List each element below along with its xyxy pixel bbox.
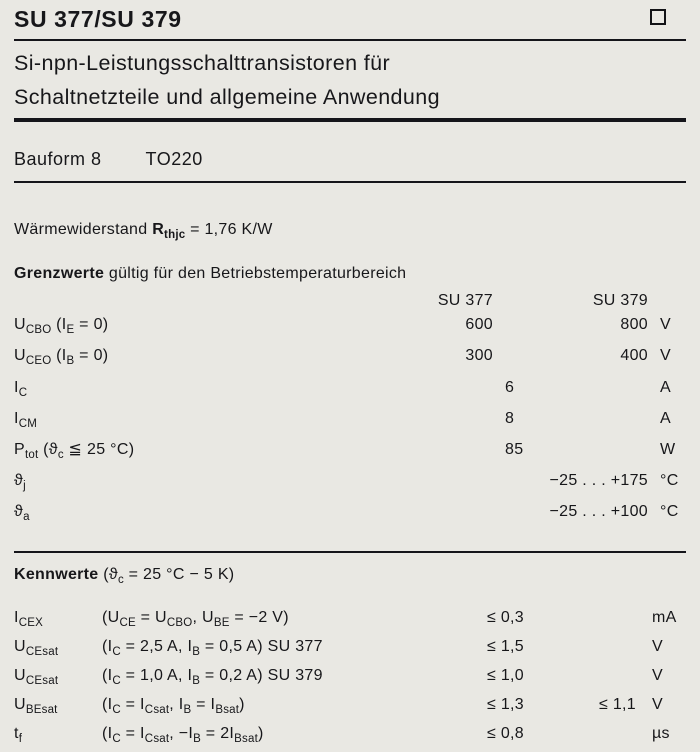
value-range: −25 . . . +100	[549, 503, 648, 521]
table-row-theta-a	[14, 499, 686, 530]
limit-su377: ≤ 1,3	[487, 696, 524, 714]
test-condition: ($I_C = I_{Csat}$, $-I_B = 2I_{Bsat}$)	[102, 725, 264, 746]
parameter-symbol: $I_{CM}$	[14, 409, 38, 430]
unit: V	[652, 696, 663, 714]
page-subtitle	[14, 46, 686, 114]
unit: mA	[652, 608, 677, 626]
header-spacer	[14, 290, 413, 312]
grenzwerte-table	[14, 290, 686, 530]
value-su377: 600	[465, 316, 493, 334]
value-su377: 300	[465, 347, 493, 365]
bauform-package: TO220	[145, 149, 203, 169]
value-su377	[413, 406, 493, 437]
unit: V	[652, 667, 663, 685]
unit: °C	[660, 472, 679, 490]
limit-su377: ≤ 1,5	[487, 637, 524, 655]
divider	[14, 181, 686, 183]
parameter-symbol: $ϑ_j$	[14, 472, 26, 493]
limit-su379	[524, 664, 648, 693]
parameter-symbol: $U_{CBO}$ $(I_E = 0)$	[14, 316, 109, 337]
test-condition: ($I_C = 2,5$ A, $I_B = 0,5$ A) SU 377	[102, 637, 323, 659]
parameter-symbol: $U_{BEsat}$	[14, 696, 58, 717]
parameter-symbol: $I_{CEX}$	[14, 608, 44, 629]
test-condition: ($I_C = I_{Csat}$, $I_B = I_{Bsat}$)	[102, 696, 245, 717]
parameter-symbol: $t_f$	[14, 725, 23, 746]
column-header-su379: SU 379	[592, 292, 648, 310]
parameter-symbol: $U_{CEsat}$	[14, 667, 59, 688]
value-su377	[413, 468, 493, 499]
divider	[14, 551, 686, 553]
header	[14, 6, 686, 36]
subtitle-line-1: Si-npn-Leistungsschalttransistoren für	[14, 51, 391, 75]
unit: A	[660, 409, 671, 427]
value-range: −25 . . . +175	[549, 472, 648, 490]
value-common: 8	[505, 409, 515, 427]
parameter-symbol: $U_{CEsat}$	[14, 637, 59, 659]
parameter-symbol: $ϑ_a$	[14, 503, 30, 524]
test-condition: ($I_C = 1,0$ A, $I_B = 0,2$ A) SU 379	[102, 667, 323, 688]
table-row-ucesat-379	[14, 664, 686, 693]
limit-su377: ≤ 0,3	[487, 608, 524, 626]
value-su379: 800	[620, 316, 648, 334]
table-header-row	[14, 290, 686, 312]
parameter-symbol: $U_{CEO}$ $(I_B = 0)$	[14, 347, 109, 368]
divider-thick	[14, 118, 686, 122]
table-row-ucbo	[14, 312, 686, 343]
value-common: 85	[505, 440, 524, 458]
bauform-label: Bauform 8	[14, 149, 102, 169]
thermal-resistance-line: Wärmewiderstand $R_{thjc} = 1,76$ K/W	[14, 221, 273, 242]
table-row-icm	[14, 406, 686, 437]
table-row-ucesat-377	[14, 635, 686, 664]
divider	[14, 39, 686, 41]
test-condition: ($U_{CE} = U_{CBO}$, $U_{BE} = -2$ V)	[102, 608, 289, 629]
value-su377	[413, 499, 493, 530]
limit-su379	[524, 635, 648, 664]
table-row-uceo	[14, 343, 686, 374]
unit: °C	[660, 503, 679, 521]
subtitle-line-2: Schaltnetzteile und allgemeine Anwendung	[14, 85, 440, 109]
table-row-ptot	[14, 437, 686, 468]
unit: µs	[652, 725, 670, 743]
table-row-ubesat	[14, 693, 686, 722]
kennwerte-title: Kennwerte ($ϑ_c = 25$ °C − 5 K)	[14, 565, 235, 586]
limit-su377: ≤ 0,8	[487, 725, 524, 743]
unit: A	[660, 378, 671, 396]
value-su377	[413, 437, 493, 468]
limit-su379	[524, 722, 648, 751]
header-spacer	[648, 290, 686, 312]
table-row-theta-j	[14, 468, 686, 499]
limit-su379	[524, 606, 648, 635]
unit: V	[660, 347, 671, 365]
value-common: 6	[505, 378, 515, 396]
corner-square-mark	[650, 9, 666, 25]
grenzwerte-title: Grenzwerte gültig für den Betriebstemperaturbereich	[14, 265, 407, 283]
kennwerte-table	[14, 606, 686, 752]
table-row-ic	[14, 375, 686, 406]
unit: V	[660, 316, 671, 334]
bauform-row	[14, 148, 686, 170]
limit-su377: ≤ 1,0	[487, 667, 524, 685]
parameter-symbol: $I_C$	[14, 378, 28, 399]
value-su377	[413, 375, 493, 406]
unit: W	[660, 440, 676, 458]
table-row-tf	[14, 722, 686, 751]
limit-su379: ≤ 1,1	[599, 696, 636, 714]
table-row-icex	[14, 606, 686, 635]
page-title: SU 377/SU 379	[14, 6, 182, 32]
parameter-symbol: $P_{tot}$ ($ϑ_c$ ≦ 25 °C)	[14, 440, 135, 462]
unit: V	[652, 637, 663, 655]
column-header-su377: SU 377	[437, 292, 493, 310]
value-su379: 400	[620, 347, 648, 365]
